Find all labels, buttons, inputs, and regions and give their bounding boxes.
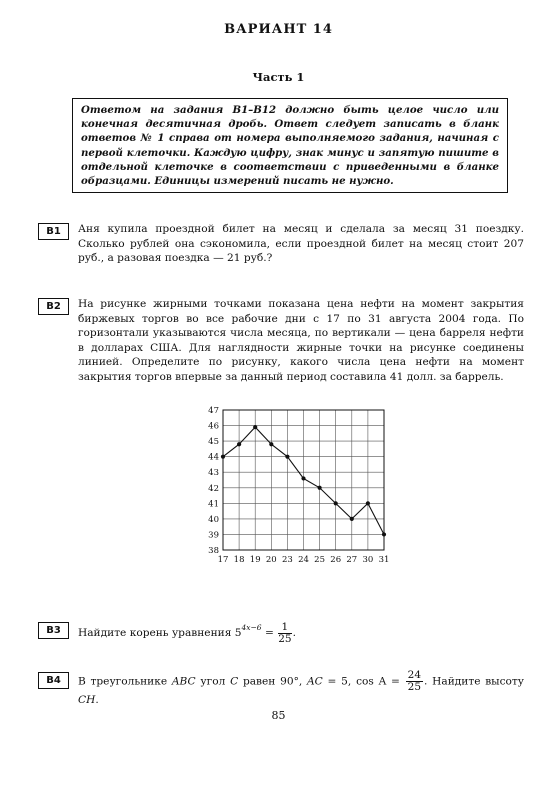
task-text-b2: На рисунке жирными точками показана цена нефти на момент закрытия биржевых торгов во все рабочие дни с 17 по 31 августа 2004 года. По горизонтали указываются числа месяца, по вертикали — цена барреля нефти в долларах США. Для наглядности жирные точки на рисунке соединены линией. Определите по рисунку, какого числа цена нефти на момент закрытия торгов впервые за данный период составила 41 долл. за баррель.: [78, 298, 524, 383]
b3-equals: =: [264, 627, 274, 639]
b3-text-before: Найдите корень уравнения: [78, 627, 232, 639]
data-point: [237, 442, 241, 446]
x-tick-label: 27: [346, 555, 358, 565]
b3-numerator: 1: [278, 622, 291, 634]
y-tick-label: 39: [208, 530, 219, 541]
instructions-box: Ответом на задания В1–В12 должно быть целое число или конечная десятичная дробь. Ответ следует записать в бланк ответов № 1 справа от номера выполняемого задания, начиная с первой клеточки. Каждую цифру, знак минус и запятую пишите в отдельной клеточке в соответствии с приведенными в бланке образцами. Единицы измерений писать не нужно.: [72, 98, 508, 193]
x-tick-label: 26: [330, 555, 342, 565]
b4-angle: C: [230, 675, 239, 688]
b4-text-1: В треугольнике: [78, 675, 168, 688]
b4-height: CH: [78, 694, 96, 706]
b3-denominator: 25: [278, 632, 292, 645]
task-label-b3: B3: [38, 622, 69, 639]
b4-cos: cos A: [356, 675, 387, 688]
y-tick-label: 43: [208, 468, 219, 479]
x-tick-label: 31: [378, 555, 390, 565]
task-label-b4: B4: [38, 672, 69, 689]
b4-side: AC: [307, 675, 323, 688]
b4-triangle: ABC: [171, 675, 196, 688]
b4-text-4: = 5,: [327, 675, 352, 688]
task-label-b1: B1: [38, 223, 69, 240]
y-tick-label: 40: [208, 514, 219, 525]
data-point: [269, 442, 273, 446]
y-tick-label: 46: [208, 421, 219, 432]
oil-price-chart: [190, 400, 400, 570]
data-point: [350, 517, 354, 521]
data-point: [382, 532, 386, 536]
data-point: [253, 425, 257, 429]
y-tick-label: 41: [208, 499, 219, 510]
data-point: [301, 476, 305, 480]
task-text-b3: [78, 621, 524, 645]
b4-numerator: 24: [407, 669, 422, 681]
b3-base: 5: [234, 627, 242, 639]
variant-title: ВАРИАНТ 14: [224, 22, 333, 37]
task-text-b4: [78, 670, 524, 708]
page-number: 85: [271, 709, 286, 722]
b4-text-5: . Найдите высоту: [424, 675, 525, 688]
b4-denominator: 25: [407, 681, 422, 693]
data-point: [318, 486, 322, 490]
oil-price-chart-svg: [190, 400, 400, 570]
x-tick-label: 24: [298, 555, 309, 565]
b4-fraction: [406, 670, 423, 693]
x-tick-label: 18: [233, 555, 245, 565]
y-tick-label: 44: [208, 452, 219, 463]
b4-text-3: равен 90°,: [242, 675, 303, 688]
data-point: [334, 501, 338, 505]
x-tick-label: 25: [314, 555, 326, 565]
b3-text-after: .: [292, 627, 296, 639]
b4-equals: =: [390, 675, 400, 688]
b3-exponent: 4x−6: [241, 623, 262, 632]
y-tick-label: 45: [208, 437, 219, 448]
data-point: [285, 455, 289, 459]
x-tick-label: 30: [362, 555, 374, 565]
part-title: Часть 1: [252, 70, 305, 84]
y-tick-label: 47: [208, 406, 219, 416]
x-tick-label: 20: [265, 555, 277, 565]
y-tick-label: 38: [208, 546, 219, 556]
x-tick-label: 17: [217, 555, 229, 565]
y-tick-label: 42: [208, 483, 219, 494]
task-label-b2: B2: [38, 298, 69, 315]
b4-text-2: угол: [200, 675, 226, 688]
data-point: [366, 501, 370, 505]
b3-fraction: [278, 622, 291, 645]
x-tick-label: 19: [249, 555, 261, 565]
data-point: [221, 455, 225, 459]
task-text-b1: Аня купила проездной билет на месяц и сделала за месяц 31 поездку. Сколько рублей она сэкономила, если проездной билет на месяц стоит 207 руб., а разовая поездка — 21 руб.?: [78, 223, 524, 265]
b4-text-6: .: [95, 694, 99, 706]
x-tick-label: 23: [281, 555, 293, 565]
